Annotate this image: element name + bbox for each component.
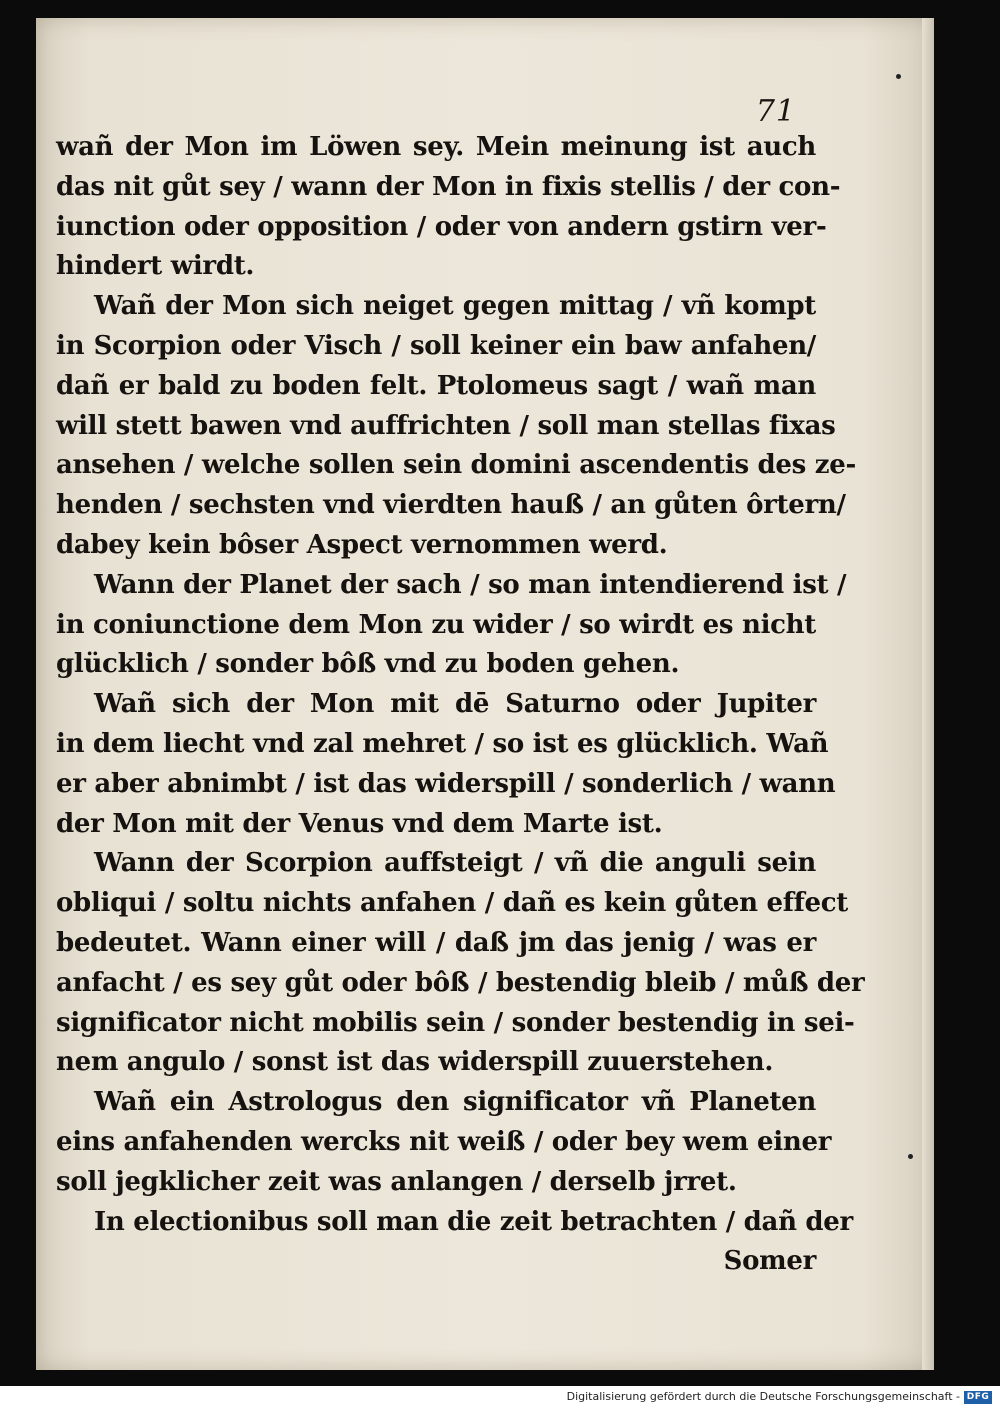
catchword: Somer <box>723 1246 816 1277</box>
text-line: henden / sechsten vnd vierdten hauß / an gůten ôrtern/ <box>56 490 846 521</box>
footer-credit: Digitalisierung gefördert durch die Deutsche Forschungsgemeinschaft - <box>566 1390 960 1403</box>
text-line: soll jegklicher zeit was anlangen / derselb jrret. <box>56 1166 737 1197</box>
text-line: in Scorpion oder Visch / soll keiner ein baw anfahen/ <box>56 330 816 361</box>
text-line: Wann der Planet der sach / so man intendierend ist / <box>94 569 847 600</box>
text-line: in coniunctione dem Mon zu wider / so wirdt es nicht <box>56 609 816 640</box>
text-line: nem angulo / sonst ist das widerspill zuuerstehen. <box>56 1047 774 1078</box>
book-page <box>36 18 934 1370</box>
text-line: will stett bawen vnd auffrichten / soll man stellas fixas <box>56 410 836 441</box>
text-line: er aber abnimbt / ist das widerspill / sonderlich / wann <box>56 768 836 799</box>
text-block <box>56 128 865 1282</box>
text-line: das nit gůt sey / wann der Mon in fixis stellis / der con- <box>56 171 841 202</box>
text-line: obliqui / soltu nichts anfahen / dañ es kein gůten effect <box>56 888 848 919</box>
text-line: glücklich / sonder bôß vnd zu boden gehen. <box>56 649 680 680</box>
paper-speck <box>896 74 901 79</box>
text-line: In electionibus soll man die zeit betrachten / dañ der <box>94 1206 853 1237</box>
text-line: Wañ der Mon sich neiget gegen mittag / vñ kompt <box>94 291 816 322</box>
text-line: anfacht / es sey gůt oder bôß / bestendig bleib / můß der <box>56 967 865 998</box>
text-line: Wañ ein Astrologus den significator vñ Planeten <box>94 1087 816 1118</box>
text-line: ansehen / welche sollen sein domini ascendentis des ze- <box>56 450 856 481</box>
text-line: Wann der Scorpion auffsteigt / vñ die anguli sein <box>94 848 816 879</box>
text-line: in dem liecht vnd zal mehret / so ist es glücklich. Wañ <box>56 728 829 759</box>
text-line: wañ der Mon im Löwen sey. Mein meinung ist auch <box>56 132 816 162</box>
text-line: hindert wirdt. <box>56 251 255 282</box>
paper-speck <box>908 1154 913 1159</box>
text-line: Wañ sich der Mon mit dē Saturno oder Jupiter <box>94 689 816 720</box>
text-line: der Mon mit der Venus vnd dem Marte ist. <box>56 808 663 839</box>
text-line: bedeutet. Wann einer will / daß jm das jenig / was er <box>56 927 816 958</box>
text-line: dañ er bald zu boden felt. Ptolomeus sagt / wañ man <box>56 370 816 401</box>
text-line: dabey kein bôser Aspect vernommen werd. <box>56 529 668 560</box>
dfg-logo: DFG <box>964 1391 992 1404</box>
text-line: significator nicht mobilis sein / sonder bestendig in sei- <box>56 1007 855 1038</box>
text-line: eins anfahenden wercks nit weiß / oder bey wem einer <box>56 1126 832 1157</box>
page-number: 71 <box>755 94 796 129</box>
page-edge <box>922 18 934 1370</box>
text-line: iunction oder opposition / oder von andern gstirn ver- <box>56 211 827 242</box>
